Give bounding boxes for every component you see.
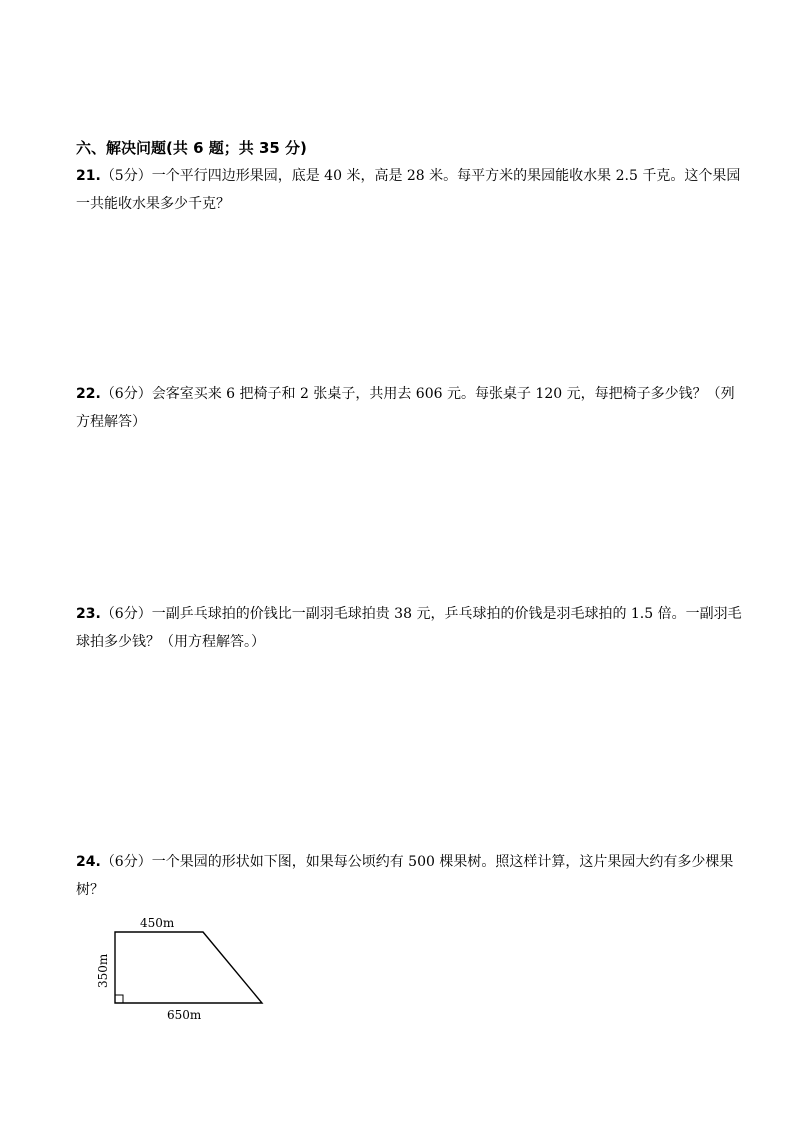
question-points: （5分） <box>100 168 152 184</box>
question-text: 一个果园的形状如下图，如果每公顷约有 500 棵果树。照这样计算，这片果园大约有多少棵果树？ <box>76 854 734 898</box>
question-text: 会客室买来 6 把椅子和 2 张桌子，共用去 606 元。每张桌子 120 元，每把椅子多少钱？（列方程解答） <box>76 386 735 430</box>
bottom-length-label: 650m <box>167 1008 202 1022</box>
trapezoid-figure <box>90 910 280 1030</box>
trapezoid-diagram <box>90 910 280 1030</box>
right-angle-mark <box>115 995 123 1003</box>
trapezoid-shape <box>115 932 262 1003</box>
question-21: 21.（5分）一个平行四边形果园，底是 40 米，高是 28 米。每平方米的果园能收水果 2.5 千克。这个果园一共能收水果多少千克？ <box>76 168 741 212</box>
height-label: 350m <box>96 953 110 988</box>
question-points: （6分） <box>100 854 152 870</box>
question-number: 22 <box>76 386 96 402</box>
question-points: （6分） <box>100 386 152 402</box>
question-text: 一副乒乓球拍的价钱比一副羽毛球拍贵 38 元，乒乓球拍的价钱是羽毛球拍的 1.5 倍。一副羽毛球拍多少钱？（用方程解答。） <box>76 606 742 650</box>
question-23: 23.（6分）一副乒乓球拍的价钱比一副羽毛球拍贵 38 元，乒乓球拍的价钱是羽毛球拍的 1.5 倍。一副羽毛球拍多少钱？（用方程解答。） <box>76 606 742 650</box>
top-length-label: 450m <box>140 916 175 930</box>
question-points: （6分） <box>100 606 152 622</box>
question-number: 24 <box>76 854 96 870</box>
question-number: 21 <box>76 168 96 184</box>
question-22: 22.（6分）会客室买来 6 把椅子和 2 张桌子，共用去 606 元。每张桌子 120 元，每把椅子多少钱？（列方程解答） <box>76 386 735 430</box>
question-text: 一个平行四边形果园，底是 40 米，高是 28 米。每平方米的果园能收水果 2.5 千克。这个果园一共能收水果多少千克？ <box>76 168 741 212</box>
section-title: 六、解决问题(共 6 题；共 35 分) <box>76 139 307 157</box>
question-number: 23 <box>76 606 96 622</box>
question-24: 24.（6分）一个果园的形状如下图，如果每公顷约有 500 棵果树。照这样计算，这片果园大约有多少棵果树？ <box>76 854 734 898</box>
